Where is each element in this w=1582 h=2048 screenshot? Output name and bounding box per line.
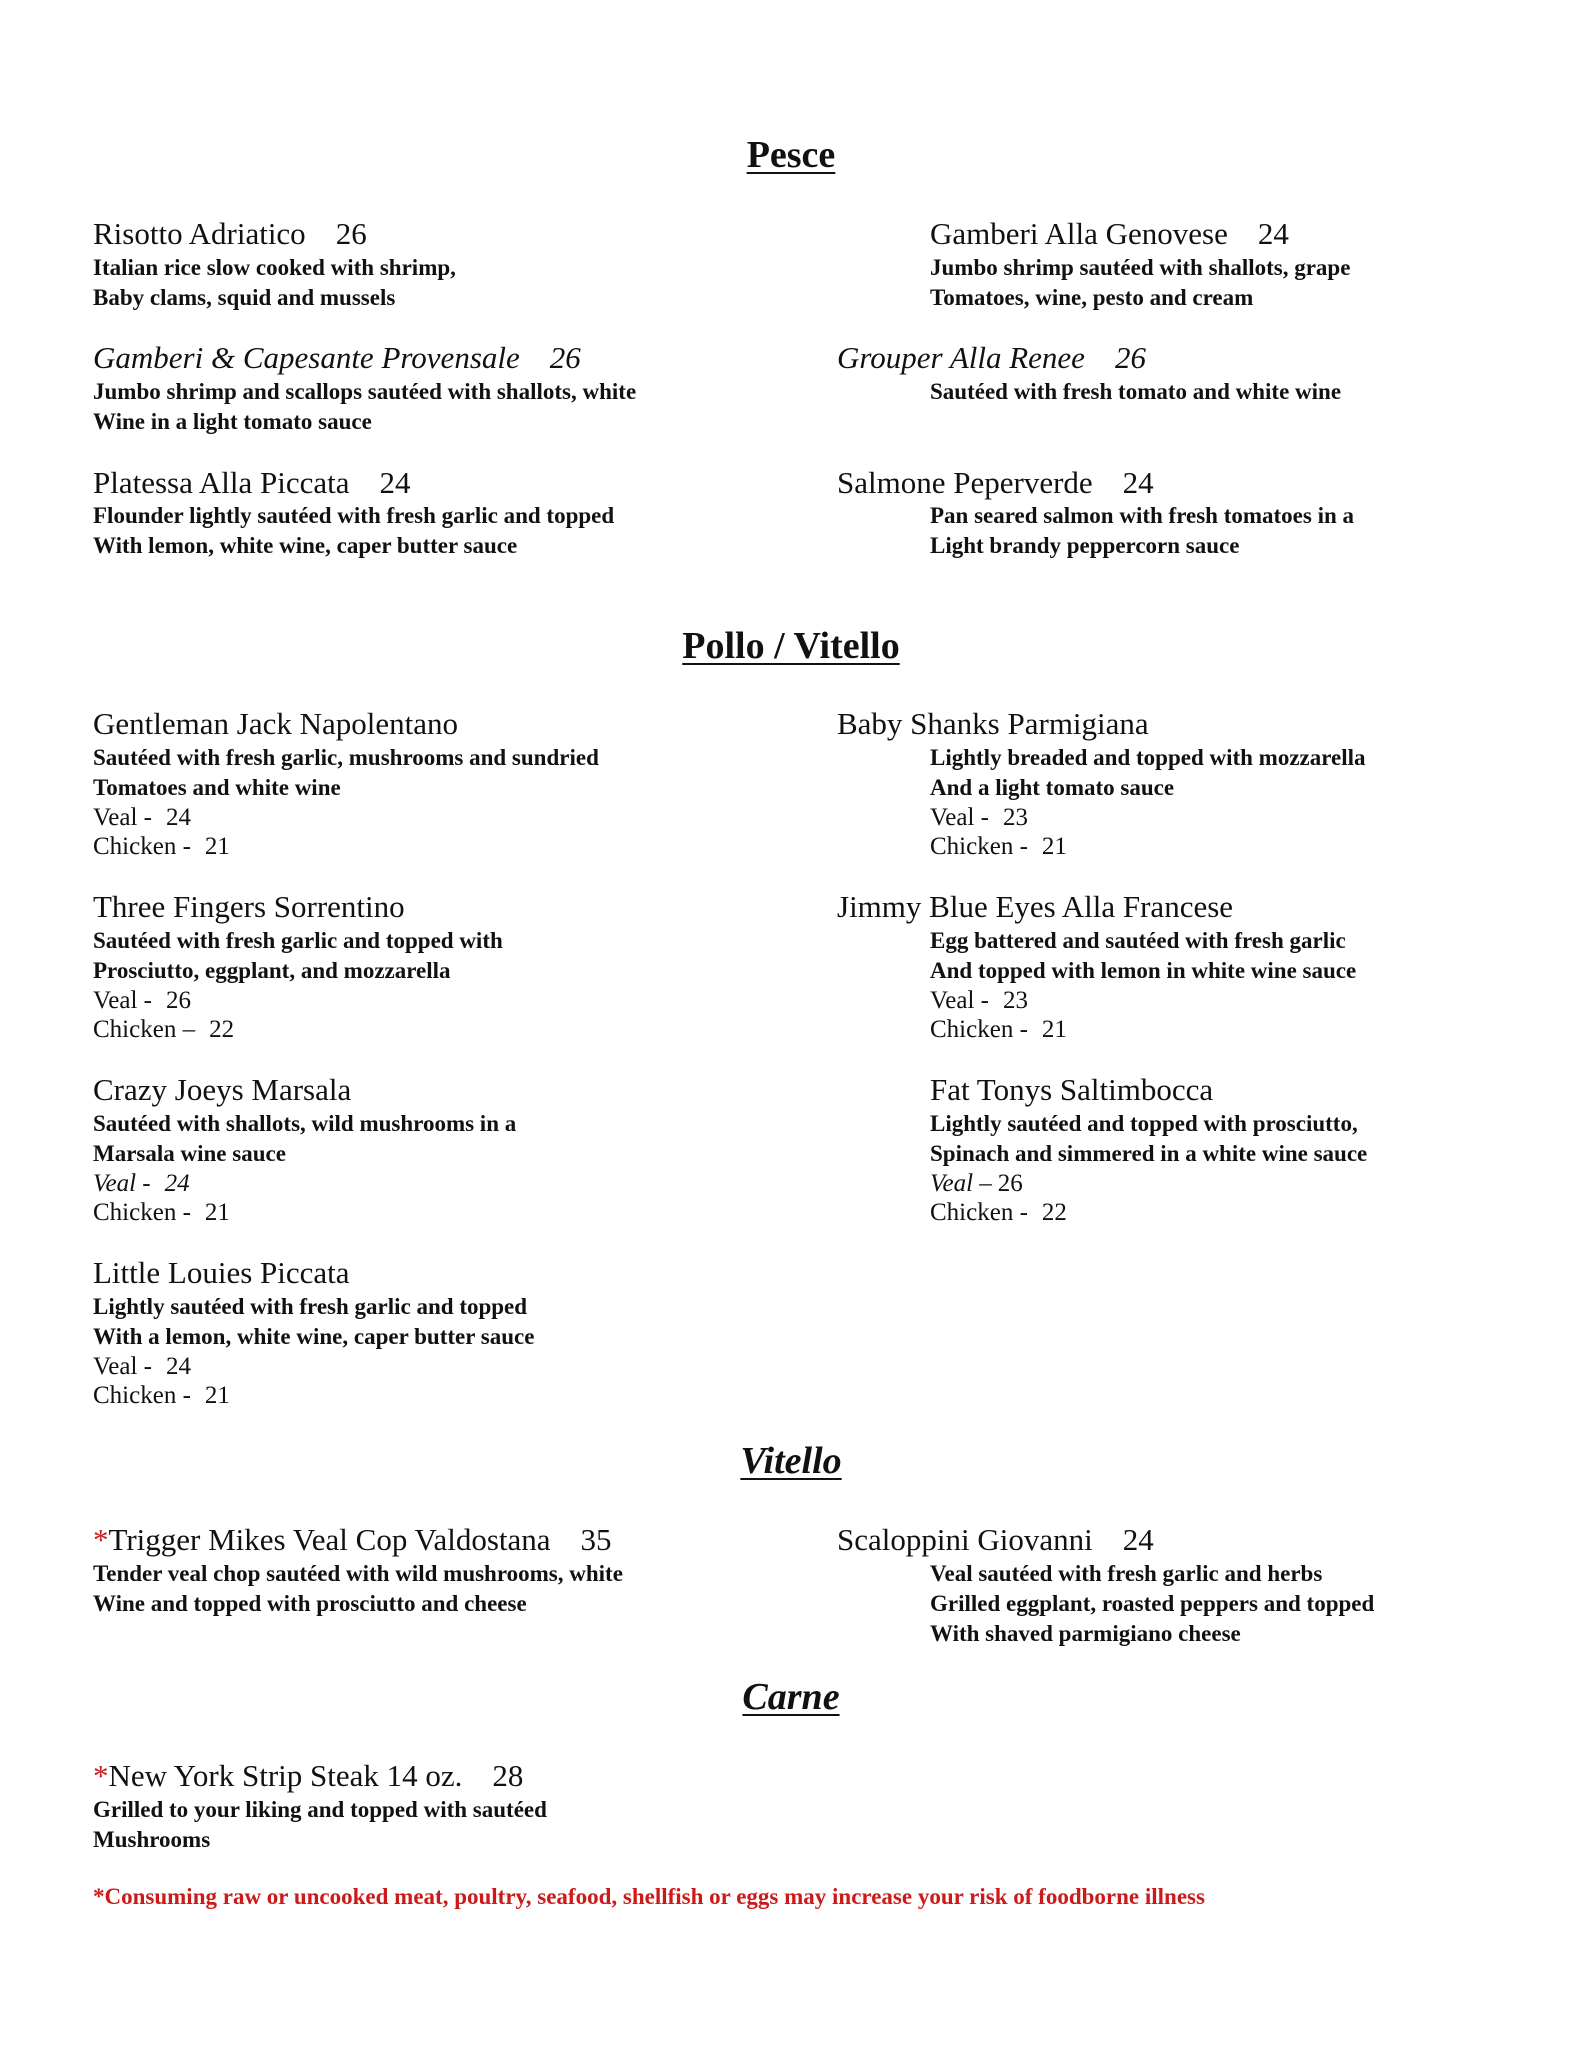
chicken-price: Chicken – 22	[93, 1016, 235, 1043]
dish-name	[93, 218, 367, 249]
chicken-price: Chicken - 21	[930, 833, 1067, 860]
dish-description	[930, 253, 1350, 313]
dish-prices	[93, 1352, 230, 1410]
dish-description	[93, 926, 503, 986]
desc-line: Italian rice slow cooked with shrimp,	[93, 255, 456, 280]
dish-title: Salmone Peperverde	[837, 465, 1093, 500]
desc-line: Wine and topped with prosciutto and cheese	[93, 1591, 527, 1616]
dish-price: 28	[492, 1758, 524, 1793]
desc-line: Tender veal chop sautéed with wild mushrooms, white	[93, 1561, 623, 1586]
dish-description	[930, 1559, 1374, 1649]
dish-description	[93, 1795, 547, 1855]
dish-prices	[93, 1169, 230, 1227]
chicken-price: Chicken - 21	[93, 833, 230, 860]
dish-name: Baby Shanks Parmigiana	[837, 706, 1149, 741]
dish-name	[837, 342, 1146, 373]
desc-line: Sautéed with fresh tomato and white wine	[930, 379, 1342, 404]
dish-name	[93, 1524, 612, 1555]
desc-line: Jumbo shrimp sautéed with shallots, grape	[930, 255, 1351, 280]
dish-price: 26	[1114, 340, 1146, 375]
desc-line: Tomatoes and white wine	[93, 775, 341, 800]
desc-line: Light brandy peppercorn sauce	[930, 533, 1240, 558]
dish-name: Three Fingers Sorrentino	[93, 889, 405, 924]
dish-title: Risotto Adriatico	[93, 216, 306, 251]
desc-line: Wine in a light tomato sauce	[93, 409, 372, 434]
desc-line: Baby clams, squid and mussels	[93, 285, 396, 310]
dish-name: Crazy Joeys Marsala	[93, 1072, 352, 1107]
chicken-price: Chicken - 22	[930, 1199, 1067, 1226]
veal-price: Veal - 24	[93, 1353, 191, 1380]
dish-description	[930, 743, 1366, 803]
veal-price: Veal - 24	[93, 1170, 190, 1197]
veal-price: Veal - 23	[930, 804, 1028, 831]
dish-name: Little Louies Piccata	[93, 1255, 350, 1290]
dish-title: New York Strip Steak 14 oz.	[108, 1758, 463, 1793]
desc-line: Prosciutto, eggplant, and mozzarella	[93, 958, 451, 983]
dish-name	[93, 467, 411, 498]
desc-line: Sautéed with shallots, wild mushrooms in a	[93, 1111, 517, 1136]
desc-line: Lightly breaded and topped with mozzarella	[930, 745, 1366, 770]
dish-title: Gamberi & Capesante Provensale	[93, 340, 520, 375]
dish-name: Fat Tonys Saltimbocca	[930, 1072, 1214, 1107]
dish-prices	[930, 803, 1067, 861]
raw-warning-marker: *	[93, 1758, 109, 1793]
dish-description	[93, 1559, 623, 1619]
raw-warning-marker: *	[93, 1522, 109, 1557]
chicken-price: Chicken - 21	[93, 1199, 230, 1226]
section-heading-carne: Carne	[742, 1676, 840, 1718]
food-safety-warning: *Consuming raw or uncooked meat, poultry, seafood, shellfish or eggs may increase your risk of foodborne illness	[93, 1884, 1205, 1909]
chicken-price: Chicken - 21	[930, 1016, 1067, 1043]
desc-line: Tomatoes, wine, pesto and cream	[930, 285, 1254, 310]
dish-name	[837, 467, 1154, 498]
desc-line: Veal sautéed with fresh garlic and herbs	[930, 1561, 1323, 1586]
dish-price: 35	[580, 1522, 612, 1557]
desc-line: With shaved parmigiano cheese	[930, 1621, 1241, 1646]
dish-name	[93, 1760, 523, 1791]
dish-title: Gamberi Alla Genovese	[930, 216, 1228, 251]
veal-price: Veal - 26	[93, 987, 191, 1014]
dish-name	[930, 218, 1289, 249]
dish-description	[930, 377, 1341, 407]
dish-price: 26	[335, 216, 367, 251]
dish-name	[837, 1524, 1154, 1555]
desc-line: Marsala wine sauce	[93, 1141, 286, 1166]
chicken-price: Chicken - 21	[93, 1382, 230, 1409]
desc-line: Spinach and simmered in a white wine sauce	[930, 1141, 1368, 1166]
dish-price: 26	[549, 340, 581, 375]
desc-line: Grilled eggplant, roasted peppers and topped	[930, 1591, 1375, 1616]
dish-description	[93, 1109, 516, 1169]
dish-description	[930, 501, 1354, 561]
section-heading-pesce: Pesce	[746, 134, 836, 176]
section-heading-vitello: Vitello	[740, 1440, 842, 1482]
dish-title: Grouper Alla Renee	[837, 340, 1085, 375]
desc-line: Sautéed with fresh garlic and topped with	[93, 928, 503, 953]
desc-line: Egg battered and sautéed with fresh garlic	[930, 928, 1346, 953]
desc-line: Sautéed with fresh garlic, mushrooms and sundried	[93, 745, 599, 770]
desc-line: And topped with lemon in white wine sauce	[930, 958, 1357, 983]
dish-description	[930, 1109, 1367, 1169]
dish-title: Scaloppini Giovanni	[837, 1522, 1093, 1557]
dish-description	[93, 743, 599, 803]
desc-line: With a lemon, white wine, caper butter sauce	[93, 1324, 535, 1349]
desc-line: With lemon, white wine, caper butter sauce	[93, 533, 518, 558]
dish-title: Trigger Mikes Veal Cop Valdostana	[108, 1522, 551, 1557]
dish-price: 24	[1122, 1522, 1154, 1557]
veal-price: Veal – 26	[930, 1170, 1023, 1197]
dish-title: Platessa Alla Piccata	[93, 465, 350, 500]
dish-name	[93, 342, 581, 373]
dish-price: 24	[1122, 465, 1154, 500]
dish-price: 24	[379, 465, 411, 500]
desc-line: Mushrooms	[93, 1827, 211, 1852]
dish-description	[93, 253, 456, 313]
desc-line: Pan seared salmon with fresh tomatoes in a	[930, 503, 1355, 528]
section-heading-pollo-vitello: Pollo / Vitello	[682, 625, 900, 667]
dish-name: Jimmy Blue Eyes Alla Francese	[837, 889, 1234, 924]
veal-price: Veal - 23	[930, 987, 1028, 1014]
desc-line: Grilled to your liking and topped with sautéed	[93, 1797, 547, 1822]
dish-description	[930, 926, 1356, 986]
desc-line: And a light tomato sauce	[930, 775, 1175, 800]
dish-description	[93, 501, 614, 561]
desc-line: Lightly sautéed with fresh garlic and topped	[93, 1294, 528, 1319]
desc-line: Flounder lightly sautéed with fresh garlic and topped	[93, 503, 615, 528]
veal-price: Veal - 24	[93, 804, 191, 831]
dish-name: Gentleman Jack Napolentano	[93, 706, 458, 741]
desc-line: Lightly sautéed and topped with prosciutto,	[930, 1111, 1358, 1136]
desc-line: Jumbo shrimp and scallops sautéed with shallots, white	[93, 379, 637, 404]
dish-prices	[93, 986, 234, 1044]
dish-prices	[93, 803, 230, 861]
dish-description	[93, 377, 636, 437]
dish-price: 24	[1257, 216, 1289, 251]
dish-prices	[930, 1169, 1067, 1227]
dish-description	[93, 1292, 534, 1352]
dish-prices	[930, 986, 1067, 1044]
